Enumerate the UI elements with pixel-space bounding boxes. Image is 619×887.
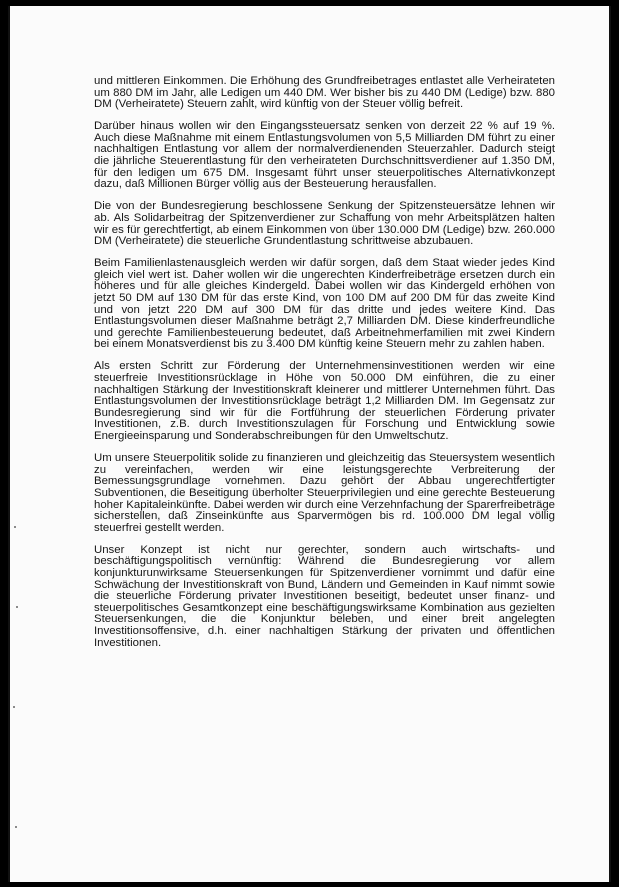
paragraph-investitionsruecklage: Als ersten Schritt zur Förderung der Unternehmensinvestitionen werden wir eine steuerfreie Investitionsrücklage in Höhe von 50.000 DM einführen, die zu einer nachhaltigen Stärkung der Investitionskraft kleinerer und mittlerer Unternehmen führt. Das Entlastungsvolumen der Investitionsrücklage beträgt 1,2 Milliarden DM. Im Gegensatz zur Bundesregierung sind wir für die Fortführung der steuerlichen Förderung privater Investitionen, z.B. durch Investitionszulagen für Forschung und Entwicklung sowie Energieeinsparung und Sonderabschreibungen für den Umweltschutz.: [94, 360, 555, 443]
scan-speck: [14, 526, 16, 528]
paragraph-familienlastenausgleich: Beim Familienlastenausgleich werden wir dafür sorgen, daß dem Staat wieder jedes Kind gleich viel wert ist. Daher wollen wir die ungerechten Kinderfreibeträge ersetzen durch ein höheres und für alle gleiches Kindergeld. Dabei wollen wir das Kindergeld erhöhen von jetzt 50 DM auf 130 DM für das erste Kind, von 100 DM auf 200 DM für das zweite Kind und von jetzt 220 DM auf 300 DM für das dritte und jedes weitere Kind. Das Entlastungsvolumen dieser Maßnahme beträgt 2,7 Milliarden DM. Diese kinderfreundliche und gerechte Familienbesteuerung bedeutet, daß Arbeitnehmerfamilien mit zwei Kindern bei einem Monatsverdienst bis zu 3.400 DM künftig keine Steuern mehr zu zahlen haben.: [94, 257, 555, 351]
paragraph-finanzierung: Um unsere Steuerpolitik solide zu finanzieren und gleichzeitig das Steuersystem wesentlich zu vereinfachen, werden wir eine leistungsgerechte Verbreiterung der Bemessungsgrundlage vornehmen. Dazu gehört der Abbau ungerechtfertigter Subventionen, die Beseitigung überholter Steuerprivilegien und eine gerechte Besteuerung hoher Kapitaleinkünfte. Dabei werden wir durch eine Verzehnfachung der Sparerfreibeträge sicherstellen, daß Zinseinkünfte aus Sparvermögen bis rd. 100.000 DM legal völlig steuerfrei gestellt werden.: [94, 452, 555, 534]
scan-speck: [15, 826, 17, 828]
paragraph-eingangssteuersatz: Darüber hinaus wollen wir den Eingangssteuersatz senken von derzeit 22 % auf 19 %. Auch diese Maßnahme mit einem Entlastungsvolumen von 5,5 Milliarden DM führt zu einer nachhaltigen Entlastung vor allem der normalverdienenden Steuerzahler. Dadurch steigt die jährliche Steuerentlastung für den verheirateten Durchschnittsverdiener auf 1.350 DM, für den ledigen um 675 DM. Insgesamt führt unser steuerpolitisches Alternativkonzept dazu, daß Millionen Bürger völlig aus der Besteuerung herausfallen.: [94, 120, 555, 191]
scan-speck: [16, 606, 18, 608]
paragraph-grundfreibetrag: und mittleren Einkommen. Die Erhöhung des Grundfreibetrages entlastet alle Verheirateten um 880 DM im Jahr, alle Ledigen um 440 DM. Wer bisher bis zu 440 DM (Ledige) bzw. 880 DM (Verheiratete) Steuern zahlt, wird künftig von der Steuer völlig befreit.: [94, 75, 555, 111]
paragraph-spitzensteuersatz: Die von der Bundesregierung beschlossene Senkung der Spitzensteuersätze lehnen wir ab. Als Solidarbeitrag der Spitzenverdiener zur Schaffung von mehr Arbeitsplätzen halten wir es für gerechtfertigt, ab einem Einkommen von über 130.000 DM (Ledige) bzw. 260.000 DM (Verheiratete) die steuerliche Grundentlastung schrittweise abzubauen.: [94, 200, 555, 248]
scan-speck: [13, 706, 15, 708]
body-text: [94, 76, 555, 660]
document-page: [8, 6, 611, 882]
paragraph-konzept: Unser Konzept ist nicht nur gerechter, sondern auch wirtschafts- und beschäftigungspolitisch vernünftig: Während die Bundesregierung vor allem konjunkturunwirksame Steuersenkungen für Spitzenverdiener vornimmt und dafür eine Schwächung der Investitionskraft von Bund, Ländern und Gemeinden in Kauf nimmt sowie die steuerliche Förderung privater Investitionen beseitigt, bedeutet unser finanz- und steuerpolitisches Gesamtkonzept eine beschäftigungswirksame Kombination aus gezielten Steuersenkungen, die die Konjunktur beleben, und einer breit angelegten Investitionsoffensive, d.h. einer nachhaltigen Stärkung der privaten und öffentlichen Investitionen.: [94, 543, 555, 649]
